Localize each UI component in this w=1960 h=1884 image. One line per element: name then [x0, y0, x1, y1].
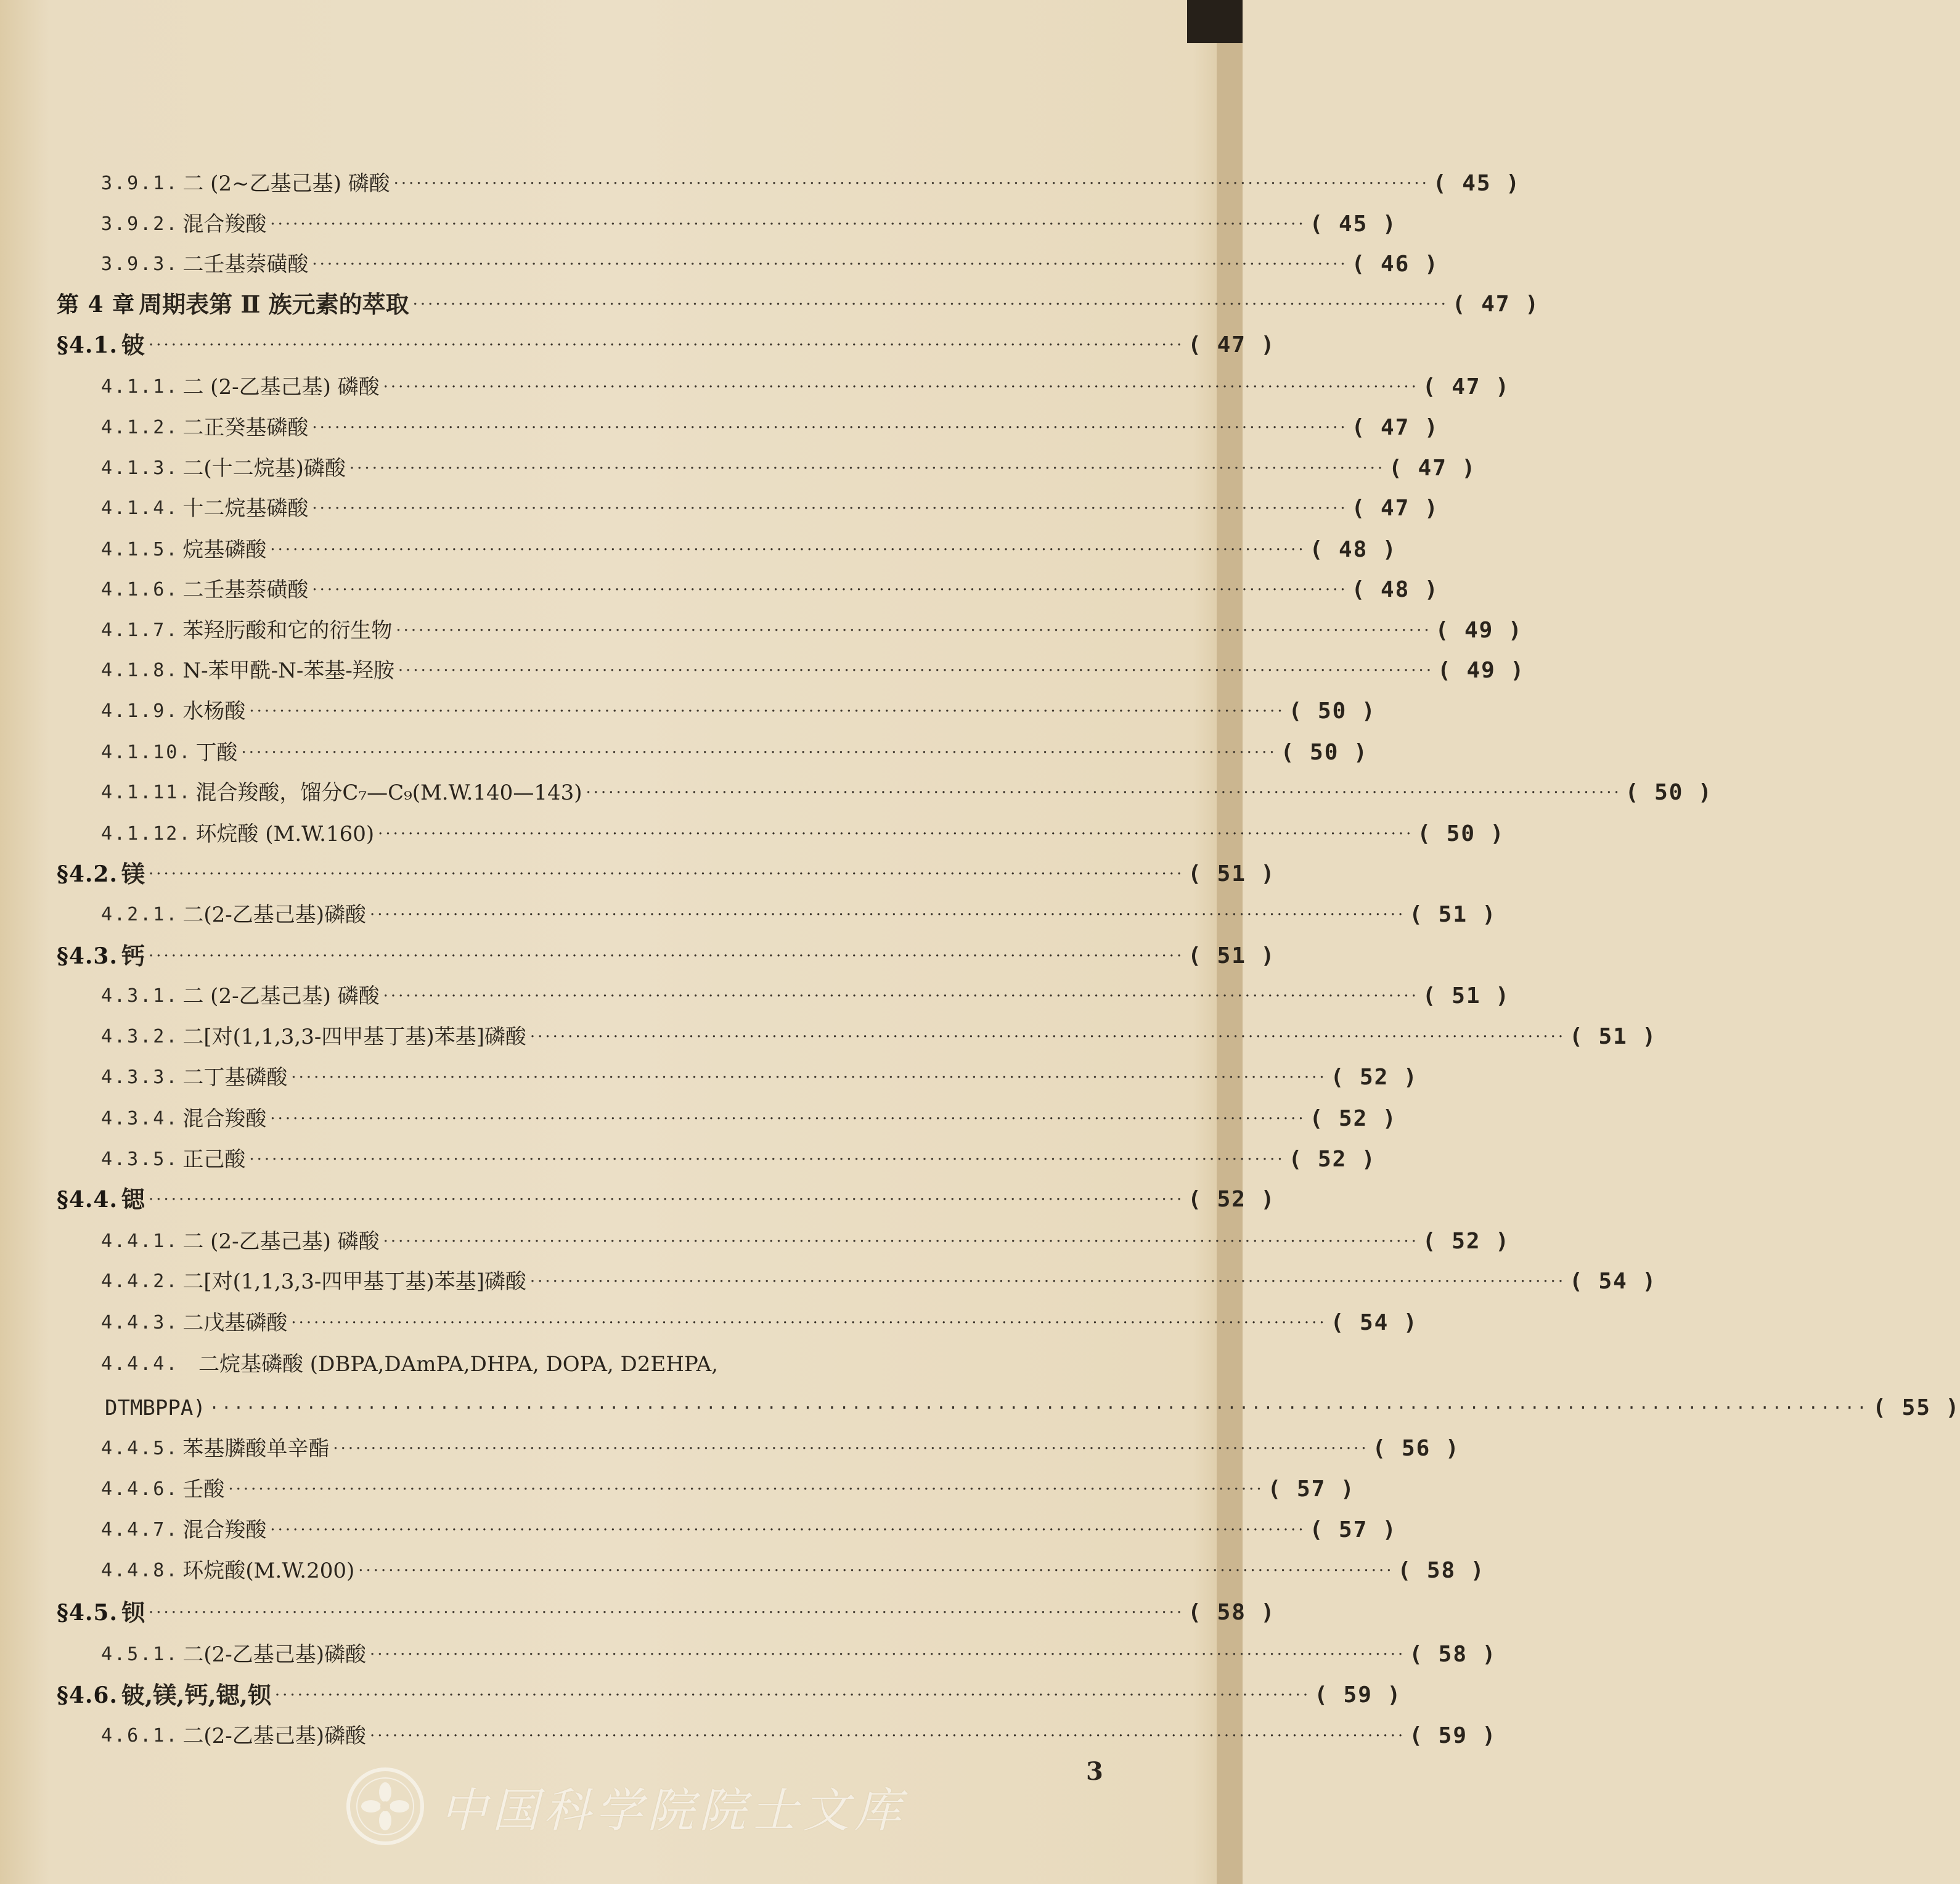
toc-entry-number: 4.4.8.: [101, 1560, 179, 1581]
toc-entry-number: §4.2.: [57, 861, 118, 887]
toc-entry-title: 二(十二烷基)磷酸: [182, 456, 346, 481]
toc-entry-title: 十二烷基磷酸: [182, 496, 309, 521]
toc-entry-row[interactable]: [101, 693, 1376, 730]
dot-leader: ·········································································································································: [393, 174, 1429, 193]
dot-leader: ·········································································································································: [383, 1232, 1419, 1251]
toc-entry-title: 钙: [121, 942, 145, 970]
toc-entry-number: 4.2.1.: [101, 904, 179, 925]
toc-entry-title: 二[对(1,1,3,3-四甲基丁基)苯基]磷酸: [182, 1025, 526, 1049]
toc-entry-row[interactable]: [101, 571, 1439, 608]
toc-entry-row[interactable]: [101, 1304, 1418, 1341]
toc-entry-number: §4.5.: [57, 1600, 118, 1626]
toc-entry-title: 混合羧酸，馏分C₇—C₉(M.W.140—143): [195, 780, 582, 805]
toc-entry-row[interactable]: [101, 1430, 1460, 1467]
toc-entry-page: ( 51 ): [1409, 902, 1497, 927]
toc-entry-number: 4.1.12.: [101, 823, 192, 845]
dot-leader: ·········································································································································: [149, 1603, 1185, 1622]
toc-entry-row[interactable]: [101, 1100, 1397, 1137]
toc-entry-page: ( 57 ): [1267, 1476, 1355, 1502]
toc-entry-page: ( 46 ): [1351, 252, 1439, 277]
dot-leader: ·········································································································································: [383, 987, 1419, 1005]
toc-entry-title: 锶: [121, 1186, 145, 1213]
toc-entry-page: ( 47 ): [1452, 292, 1540, 317]
toc-entry-title: 苯基膦酸单辛酯: [182, 1436, 330, 1461]
toc-entry-row[interactable]: [101, 652, 1525, 689]
toc-entry-page: ( 59 ): [1409, 1723, 1497, 1748]
dot-leader: ·········································································································································: [241, 743, 1277, 762]
toc-entry-row[interactable]: [101, 1263, 1657, 1300]
toc-entry-title: 水杨酸: [182, 699, 246, 724]
dot-leader: ·········································································································································: [529, 1028, 1566, 1046]
toc-entry-page: ( 48 ): [1309, 537, 1397, 562]
toc-entry-number: 4.1.8.: [101, 660, 179, 681]
toc-entry-number: 4.1.9.: [101, 700, 179, 722]
toc-entry-title: 铍,镁,钙,锶,钡: [121, 1681, 271, 1709]
toc-entry-row[interactable]: [101, 1223, 1510, 1260]
toc-entry-number: §4.3.: [57, 943, 118, 969]
toc-entry-title: 混合羧酸: [182, 1518, 267, 1542]
toc-entry-title: DTMBPPA): [105, 1396, 206, 1420]
toc-entry-number: §4.6.: [57, 1682, 118, 1708]
dot-leader: ·········································································································································: [274, 1686, 1311, 1705]
toc-entry-page: ( 50 ): [1417, 821, 1505, 846]
toc-entry-page: ( 59 ): [1314, 1682, 1402, 1708]
toc-entry-number: 3.9.1.: [101, 173, 179, 194]
toc-entry-number: 4.3.1.: [101, 985, 179, 1007]
toc-entry-title: 苯羟肟酸和它的衍生物: [182, 618, 393, 643]
toc-entry-title: 二丁基磷酸: [182, 1065, 288, 1090]
dot-leader: ·········································································································································: [396, 621, 1432, 640]
toc-entry-title: 铍: [121, 331, 145, 359]
toc-section-row[interactable]: [57, 1677, 1402, 1714]
toc-entry-page: ( 52 ): [1188, 1187, 1276, 1212]
dot-leader: ·········································································································································: [291, 1314, 1327, 1332]
dot-leader: ·········································································································································: [358, 1562, 1394, 1580]
dot-leader: ·········································································································································: [149, 865, 1185, 883]
dot-leader: ·········································································································································: [312, 255, 1348, 274]
toc-entry-row[interactable]: [101, 734, 1368, 771]
toc-entry-row[interactable]: [101, 1346, 1134, 1383]
toc-entry-title: 壬酸: [182, 1477, 225, 1502]
toc-entry-number: 4.1.1.: [101, 376, 179, 398]
toc-entry-number: 4.4.1.: [101, 1231, 179, 1252]
toc-entry-row[interactable]: [101, 1059, 1418, 1096]
toc-entry-page: ( 47 ): [1422, 374, 1510, 399]
dot-leader: ·········································································································································: [383, 378, 1419, 396]
dot-leader: ·········································································································································: [312, 419, 1348, 437]
toc-entry-page: ( 52 ): [1309, 1106, 1397, 1131]
toc-entry-page: ( 50 ): [1280, 740, 1368, 765]
academy-seal-icon: [345, 1766, 425, 1846]
toc-entry-number: 4.4.4.: [101, 1353, 179, 1375]
toc-entry-number: 4.1.11.: [101, 782, 192, 803]
toc-entry-page: ( 55 ): [1872, 1395, 1960, 1420]
toc-entry-number: 4.3.2.: [101, 1026, 179, 1047]
dot-leader: ·········································································································································: [249, 702, 1285, 721]
toc-entry-number: 4.6.1.: [101, 1725, 179, 1747]
toc-entry-row[interactable]: [101, 450, 1477, 487]
toc-entry-title: 钡: [121, 1599, 145, 1626]
toc-entry-number: §4.1.: [57, 332, 118, 358]
toc-entry-title: 周期表第 Ⅱ 族元素的萃取: [139, 290, 409, 318]
toc-entry-row[interactable]: [101, 206, 1397, 243]
dot-leader: ·········································································································································: [312, 499, 1348, 518]
toc-entry-row[interactable]: [101, 978, 1510, 1015]
toc-entry-page: ( 52 ): [1288, 1147, 1376, 1172]
dot-leader: ·········································································································································: [270, 1110, 1306, 1128]
toc-entry-page: ( 51 ): [1188, 943, 1276, 969]
toc-entry-page: ( 47 ): [1351, 496, 1439, 521]
toc-entry-number: 4.1.10.: [101, 742, 192, 763]
toc-entry-page: ( 51 ): [1188, 861, 1276, 887]
toc-entry-row[interactable]: [101, 896, 1497, 933]
toc-entry-title: 环烷酸 (M.W.160): [195, 822, 375, 846]
watermark-text: 中国科学院院士文库: [440, 1782, 906, 1838]
toc-entry-number: 第 4 章: [57, 292, 136, 317]
toc-entry-number: 4.3.5.: [101, 1149, 179, 1170]
toc-entry-number: 4.4.5.: [101, 1438, 179, 1459]
toc-entry-page: ( 58 ): [1397, 1558, 1485, 1583]
toc-entry-number: 4.3.3.: [101, 1067, 179, 1088]
toc-entry-title: 二烷基磷酸 (DBPA,DAmPA,DHPA, DOPA, D2EHPA,: [198, 1352, 718, 1377]
toc-entry-number: 4.1.4.: [101, 498, 179, 519]
toc-entry-title: 丁酸: [195, 740, 238, 765]
toc-section-row[interactable]: [57, 856, 1276, 893]
toc-entry-number: 4.1.3.: [101, 457, 179, 479]
dot-leader: ·········································································································································: [270, 215, 1306, 234]
dot-leader: ·········································································································································: [333, 1440, 1369, 1458]
dot-leader: ·········································································································································: [149, 336, 1185, 354]
toc-entry-title: 二 (2~乙基己基) 磷酸: [182, 171, 390, 196]
toc-entry-number: 4.1.6.: [101, 579, 179, 600]
dot-leader: ·········································································································································: [209, 1399, 1869, 1417]
toc-entry-number: 3.9.3.: [101, 253, 179, 275]
dot-leader: ·········································································································································: [586, 784, 1622, 802]
toc-entry-page: ( 50 ): [1288, 698, 1376, 724]
toc-entry-number: §4.4.: [57, 1187, 118, 1213]
toc-entry-title: 混合羧酸: [182, 1107, 267, 1131]
toc-entry-title: N-苯甲酰-N-苯基-羟胺: [182, 658, 394, 683]
toc-entry-number: 4.1.7.: [101, 620, 179, 641]
toc-entry-title: 二壬基萘磺酸: [182, 252, 309, 277]
dot-leader: ·········································································································································: [370, 1727, 1406, 1745]
toc-entry-page: ( 45 ): [1432, 171, 1521, 196]
toc-entry-row[interactable]: [101, 1018, 1657, 1055]
dot-leader: ·········································································································································: [349, 459, 1386, 478]
toc-entry-title: 镁: [121, 860, 145, 888]
toc-entry-page: ( 58 ): [1188, 1600, 1276, 1625]
toc-entry-row[interactable]: [101, 1141, 1376, 1178]
toc-entry-row[interactable]: [101, 774, 1713, 811]
toc-entry-number: 4.4.7.: [101, 1519, 179, 1541]
dot-leader: ·········································································································································: [312, 581, 1348, 599]
toc-chapter-row[interactable]: [57, 286, 1540, 323]
toc-entry-row[interactable]: [101, 490, 1439, 527]
toc-entry-title: 二戊基磷酸: [182, 1311, 288, 1335]
dot-leader: ·········································································································································: [370, 1645, 1406, 1664]
toc-entry-number: 3.9.2.: [101, 213, 179, 235]
scan-corner: [1187, 0, 1243, 43]
toc-entry-title: 二[对(1,1,3,3-四甲基丁基)苯基]磷酸: [182, 1269, 526, 1294]
toc-entry-title: 环烷酸(M.W.200): [182, 1558, 355, 1583]
dot-leader: ·········································································································································: [398, 661, 1434, 680]
toc-entry-row[interactable]: [101, 612, 1523, 649]
toc-entry-page: ( 51 ): [1422, 983, 1510, 1009]
toc-entry-page: ( 54 ): [1569, 1269, 1657, 1294]
toc-entry-title: 二正癸基磷酸: [182, 416, 309, 440]
toc-entry-row[interactable]: [101, 246, 1439, 283]
dot-leader: ·········································································································································: [378, 825, 1414, 843]
toc-entry-number: 4.4.2.: [101, 1271, 179, 1292]
dot-leader: ·········································································································································: [529, 1272, 1566, 1291]
toc-entry-page: ( 52 ): [1330, 1065, 1418, 1090]
toc-entry-title: 二 (2-乙基己基) 磷酸: [182, 984, 380, 1009]
toc-entry-row[interactable]: [101, 1718, 1497, 1755]
toc-section-row[interactable]: [57, 938, 1276, 975]
toc-entry-page: ( 49 ): [1437, 658, 1525, 683]
toc-entry-title: 二(2-乙基己基)磷酸: [182, 1642, 367, 1667]
toc-entry-number: 4.1.5.: [101, 539, 179, 560]
toc-entry-row[interactable]: [101, 409, 1439, 446]
toc-entry-title: 二(2-乙基己基)磷酸: [182, 903, 367, 927]
dot-leader: ·········································································································································: [228, 1480, 1264, 1499]
toc-entry-page: ( 50 ): [1625, 780, 1713, 805]
dot-leader: ·········································································································································: [270, 1521, 1306, 1539]
toc-entry-page: ( 58 ): [1409, 1642, 1497, 1667]
toc-entry-title: 二(2-乙基己基)磷酸: [182, 1724, 367, 1748]
toc-entry-page: ( 57 ): [1309, 1517, 1397, 1542]
toc-section-row[interactable]: [57, 327, 1276, 364]
toc-entry-row[interactable]: [101, 1636, 1497, 1673]
toc-entry-row[interactable]: [101, 816, 1505, 853]
toc-entry-page: ( 52 ): [1422, 1229, 1510, 1254]
toc-entry-row[interactable]: [101, 1552, 1485, 1589]
toc-entry-number: 4.1.2.: [101, 417, 179, 438]
toc-section-row[interactable]: [57, 1181, 1276, 1218]
toc-entry-page: ( 54 ): [1330, 1310, 1418, 1335]
toc-entry-number: 4.5.1.: [101, 1644, 179, 1665]
dot-leader: ·········································································································································: [149, 947, 1185, 965]
toc-entry-row[interactable]: [101, 165, 1521, 202]
dot-leader: ·········································································································································: [249, 1150, 1285, 1169]
toc-entry-page: ( 48 ): [1351, 577, 1439, 602]
toc-entry-row[interactable]: [101, 369, 1510, 406]
toc-entry-row[interactable]: [101, 1390, 1960, 1427]
toc-entry-number: 4.4.6.: [101, 1478, 179, 1500]
dot-leader: ·········································································································································: [370, 906, 1406, 924]
toc-entry-page: ( 51 ): [1569, 1024, 1657, 1049]
toc-entry-row[interactable]: [101, 1471, 1355, 1508]
toc-entry-row[interactable]: [101, 531, 1397, 568]
toc-entry-row[interactable]: [101, 1512, 1397, 1549]
dot-leader: ·········································································································································: [291, 1068, 1327, 1087]
toc-entry-page: ( 49 ): [1435, 618, 1523, 643]
toc-entry-page: ( 45 ): [1309, 211, 1397, 237]
toc-entry-title: 烷基磷酸: [182, 538, 267, 562]
toc-entry-page: ( 47 ): [1389, 456, 1477, 481]
toc-entry-title: 正己酸: [182, 1147, 246, 1172]
page-number: 3: [1086, 1757, 1103, 1786]
toc-entry-title: 二 (2-乙基己基) 磷酸: [182, 375, 380, 399]
toc-entry-page: ( 47 ): [1351, 415, 1439, 440]
dot-leader: ·········································································································································: [149, 1190, 1185, 1209]
toc-entry-title: 混合羧酸: [182, 212, 267, 237]
toc-entry-page: ( 56 ): [1372, 1436, 1460, 1461]
toc-entry-title: 二 (2-乙基己基) 磷酸: [182, 1229, 380, 1254]
dot-leader: ·········································································································································: [412, 295, 1448, 314]
dot-leader: ·········································································································································: [270, 541, 1306, 559]
toc-entry-page: ( 47 ): [1188, 332, 1276, 358]
toc-entry-number: 4.4.3.: [101, 1312, 179, 1333]
watermark: [345, 1763, 912, 1849]
toc-section-row[interactable]: [57, 1594, 1276, 1631]
toc-entry-number: 4.3.4.: [101, 1108, 179, 1129]
toc-entry-title: 二壬基萘磺酸: [182, 578, 309, 602]
